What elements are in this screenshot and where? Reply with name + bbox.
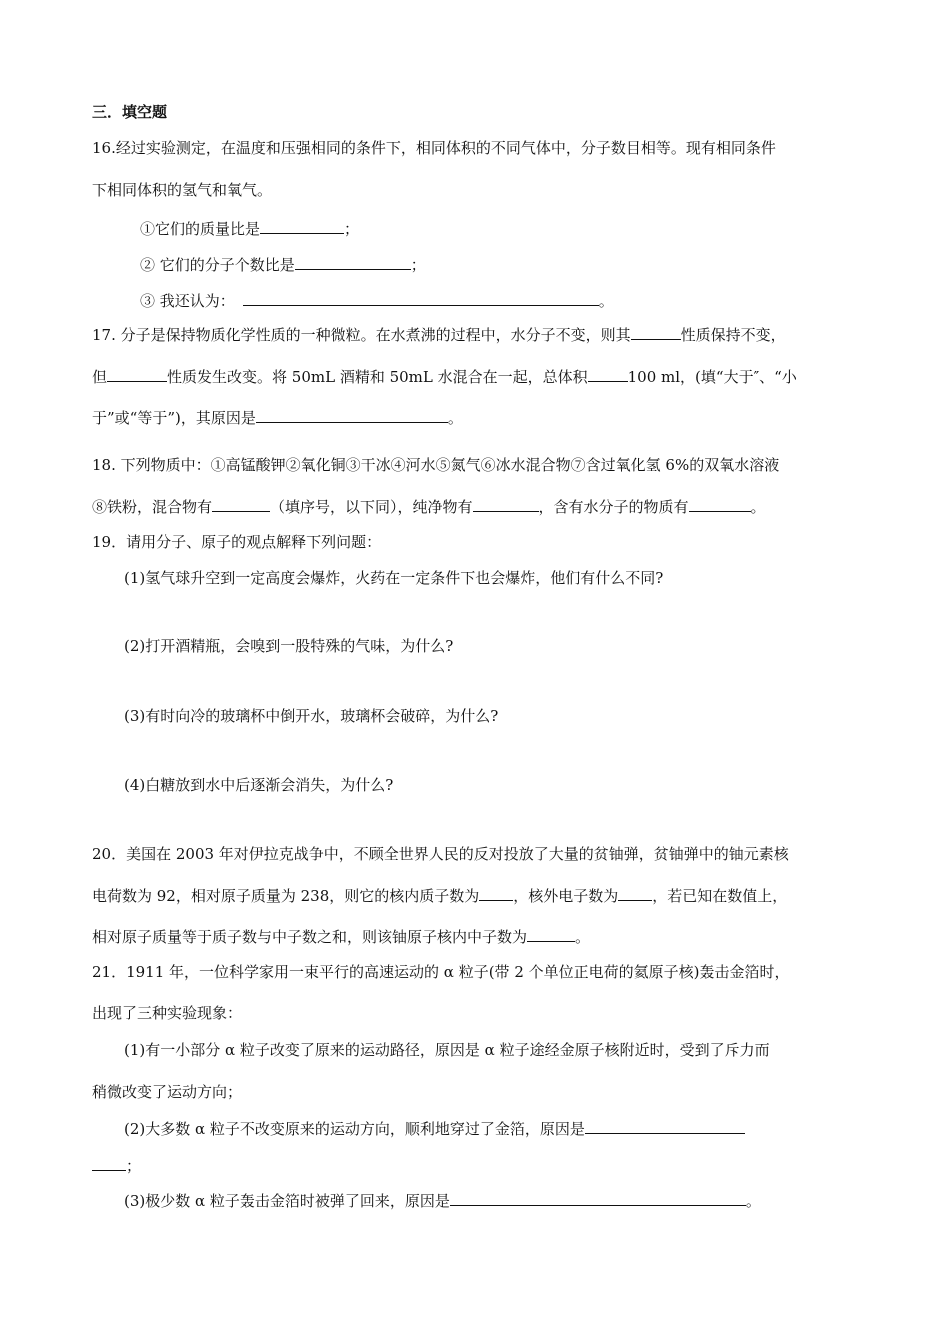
q17-blank-4[interactable] [256,407,448,423]
q21-sub3-end: 。 [745,1192,761,1210]
q21-blank-2[interactable] [450,1190,746,1206]
q18-line2-d: 。 [750,498,766,516]
q20-line3-a: 相对原子质量等于质子数与中子数之和，则该铀原子核内中子数为 [92,928,528,946]
q20-line3 [92,926,590,947]
q17-line2-text: 性质发生改变。将 50mL 酒精和 50mL 水混合在一起，总体积 [167,368,588,386]
section-heading: 三．填空题 [92,103,168,121]
q16-item3-end: 。 [598,292,614,310]
q18-blank-3[interactable] [689,496,751,512]
q17-line3-text: 于”或“等于”)，其原因是 [92,409,256,427]
q19-sub3: (3)有时向冷的玻璃杯中倒开水，玻璃杯会破碎，为什么? [124,707,499,725]
q18-line2 [92,496,766,517]
q17-line2 [92,366,797,387]
q18-line2-b: （填序号，以下同），纯净物有 [270,498,473,516]
q17-line2-start: 但 [92,368,108,386]
q21-line1: 21．1911 年，一位科学家用一束平行的高速运动的 α 粒子(带 2 个单位正电荷的氦原子核)轰击金箔时， [92,963,790,981]
q21-sub1-line2: 稍微改变了运动方向； [92,1083,243,1101]
q19-sub1: (1)氢气球升空到一定高度会爆炸，火药在一定条件下也会爆炸，他们有什么不同? [124,569,664,587]
q20-line2 [92,885,787,906]
q16-item3-text: ③ 我还认为： [140,292,235,310]
q17-line2-end: 100 ml，(填“大于″、“小 [627,368,797,386]
q16-item2-text: ② 它们的分子个数比是 [140,256,295,274]
q16-item1-end: ； [344,220,360,238]
q17-line1-text: 17. 分子是保持物质化学性质的一种微粒。在水煮沸的过程中，水分子不变，则其 [92,326,631,344]
q17-blank-3[interactable] [588,366,628,382]
q20-blank-1[interactable] [479,885,513,901]
q16-item1 [140,218,359,239]
q16-item2-end: ； [410,256,426,274]
q18-blank-2[interactable] [473,496,539,512]
q21-sub2-end: ； [126,1157,142,1175]
q18-line2-c: ，含有水分子的物质有 [538,498,689,516]
q20-blank-2[interactable] [618,885,652,901]
q17-line1-end: 性质保持不变， [680,326,786,344]
q20-line3-b: 。 [575,928,591,946]
q18-line1: 18. 下列物质中：①高锰酸钾②氧化铜③干冰④河水⑤氮气⑥冰水混合物⑦含过氧化氢 6%的双氧水溶液 [92,456,780,474]
q17-line3-end: 。 [447,409,463,427]
q16-item2 [140,254,426,275]
q21-sub1-line1: (1)有一小部分 α 粒子改变了原来的运动路径，原因是 α 粒子途经金原子核附近时，受到了斥力而 [124,1041,770,1059]
q16-item3-blank[interactable] [243,290,599,306]
q16-item1-text: ①它们的质量比是 [140,220,261,238]
q21-sub3-text: (3)极少数 α 粒子轰击金箔时被弹了回来，原因是 [124,1192,450,1210]
q16-item2-blank[interactable] [295,254,411,270]
q20-line2-c: ，若已知在数值上， [652,887,788,905]
q17-line1 [92,324,786,345]
q21-sub2-line1 [124,1118,745,1139]
q16-line2: 下相同体积的氢气和氧气。 [92,181,273,199]
q20-line2-b: ，核外电子数为 [513,887,619,905]
q16-item1-blank[interactable] [260,218,344,234]
q21-sub2-line2 [92,1155,141,1176]
q17-line3 [92,407,463,428]
q21-blank-1-continued[interactable] [92,1155,126,1171]
q19-sub2: (2)打开酒精瓶，会嗅到一股特殊的气味，为什么? [124,637,454,655]
q18-line2-a: ⑧铁粉，混合物有 [92,498,213,516]
q18-blank-1[interactable] [212,496,270,512]
q20-line1: 20．美国在 2003 年对伊拉克战争中，不顾全世界人民的反对投放了大量的贫铀弹，贫铀弹中的铀元素核 [92,845,789,863]
q20-blank-3[interactable] [527,926,575,942]
q21-blank-1[interactable] [585,1118,745,1134]
q21-sub2-text: (2)大多数 α 粒子不改变原来的运动方向，顺利地穿过了金箔，原因是 [124,1120,585,1138]
q17-blank-2[interactable] [107,366,167,382]
q16-item3 [140,290,614,311]
q21-sub3 [124,1190,761,1211]
q16-line1: 16.经过实验测定，在温度和压强相同的条件下，相同体积的不同气体中，分子数目相等。现有相同条件 [92,139,776,157]
q17-blank-1[interactable] [631,324,681,340]
q19-title: 19．请用分子、原子的观点解释下列问题： [92,533,382,551]
q21-line2: 出现了三种实验现象： [92,1004,243,1022]
q20-line2-a: 电荷数为 92，相对原子质量为 238，则它的核内质子数为 [92,887,480,905]
q19-sub4: (4)白糖放到水中后逐渐会消失，为什么? [124,776,394,794]
